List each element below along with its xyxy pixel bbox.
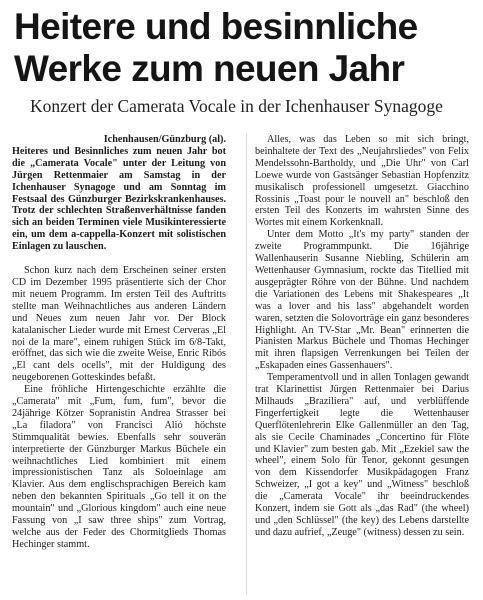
headline-line-1: Heitere und besinnliche bbox=[14, 6, 418, 47]
lead-paragraph bbox=[12, 134, 226, 253]
dateline: Ichenhausen/Günzburg (al). bbox=[103, 134, 226, 145]
headline bbox=[14, 6, 474, 90]
body-paragraph-4: Unter dem Motto „It's my party" standen der zweite Programmpunkt. Die 16jährige Wallenhauserin Susanne Niebling, Schülerin am Wettenhauser Gymnasium, rockte das Titellied mit ausgeprägter Röhre von der Bühne. Und nachdem die Variationen des Lebens mit Shakespeares „It was a lover and his lass" abgehandelt worden waren, setzten die Solovorträge ein ganz besonderes Highlight. An TV-Star „Mr. Bean" erinnerten die Pianisten Markus Büchele und Thomas Hechinger mit ihren flapsigen Verrenkungen bei Teilen der „Eskapaden eines Gassenhauers". bbox=[255, 229, 469, 372]
body-paragraph-3: Alles, was das Leben so mit sich bringt, beinhaltete der Text des „Neujahrsliedes" von Felix Mendelssohn-Bartholdy, und „Die Uhr" von Carl Loewe wurde von Gastsänger Sebastian Hopfenzitz musikalisch professionell umgesetzt. Giacchino Rossinis „Toast pour le nouvell an" beschloß den ersten Teil des Konzerts im wahrsten Sinne des Wortes mit einem Korkenknall. bbox=[255, 134, 469, 229]
subheadline: Konzert der Camerata Vocale in der Ichenhauser Synagoge bbox=[30, 96, 443, 116]
left-column bbox=[12, 134, 226, 551]
body-paragraph-5: Temperamentvoll und in allen Tonlagen gewandt trat Klarinettist Jürgen Rettenmaier bei Darius Milhauds „Braziliera" auf, und verblüffende Fingerfertigkeit legte die Wettenhauser Querflötenlehrerin Elke Gallenmüller an den Tag, als sie Cecile Chaminades „Concertino für Flöte und Klavier" zum besten gab. Mit „Ezekiel saw the wheel", einem Solo für Tenor, gekonnt gesungen von dem Kissendorfer Musikpädagogen Franz Schweizer, „I got a key" und „Witness" beschloß die „Camerata Vocale" ihr beeindruckendes Konzert, indem sie Gott als „das Rad" (the wheel) und „den Schlüssel" (the key) des Lebens darstellte und dazu aufrief, „Zeuge" (witness) dessen zu sein. bbox=[255, 372, 469, 538]
lead-text: Heiteres und Besinnliches zum neuen Jahr bot die „Camerata Vocale" unter der Leitung von Jürgen Rettenmaier am Samstag in der Ichenhauser Synagoge und am Sonntag im Festsaal des Günzburger Bezirkskrankenhauses. Trotz der schlechten Straßenverhältnisse fanden sich an beiden Terminen viele Musikinteressierte ein, um dem a-cappella-Konzert mit solistischen Einlagen zu lauschen. bbox=[12, 145, 226, 253]
body-paragraph-2: Eine fröhliche Hirtengeschichte erzählte die „Camerata" mit „Fum, fum, fum", bevor die 24jährige Kötzer Sopranistin Andrea Strasser bei „La filadora" von Francisci Alió höchste Stimmqualität bewies. Ebenfalls sehr souverän interpretierte der Günzburger Markus Büchele ein weihnachtliches Lied kombiniert mit einem impressionistischen Tanz als Soloeinlage am Klavier. Aus dem englischsprachigen Bereich kam neben den bekannten Spirituals „Go tell it on the mountain" und „Glorious kingdom" auch eine neue Fassung von „I saw three ships" zum Vortrag, welche aus der Feder des Chormitglieds Thomas Hechinger stammt. bbox=[12, 384, 226, 550]
column-divider bbox=[246, 134, 247, 594]
headline-line-2: Werke zum neuen Jahr bbox=[14, 48, 405, 89]
body-paragraph-1: Schon kurz nach dem Erscheinen seiner ersten CD im Dezember 1995 präsentierte sich der Chor mit neuem Programm. Im ersten Teil des Auftritts stellte man Weihnachtliches aus anderen Ländern und Neues zum neuen Jahr vor. Der Block katalanischer Lieder wurde mit Ernest Cerveras „El noi de la mare", einem ruhigen Stück im 6/8-Takt, eröffnet, das sich wie die zweite Weise, Enric Ribós „El cant dels ocells", mit der Huldigung des neugeborenen Gotteskindes befaßt. bbox=[12, 265, 226, 384]
right-column bbox=[255, 134, 469, 539]
